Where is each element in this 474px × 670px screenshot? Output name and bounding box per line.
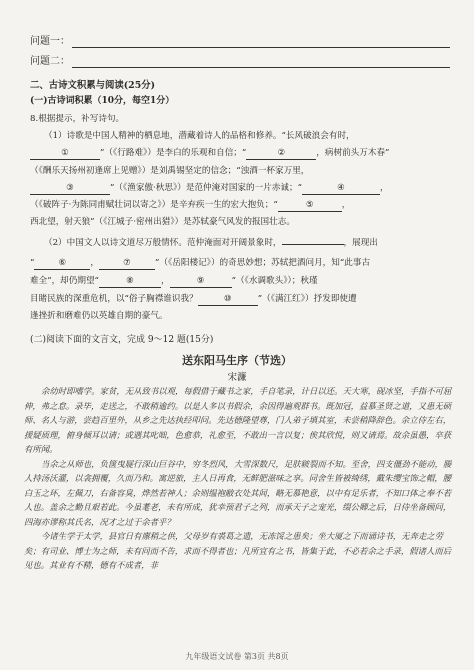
poem-para2-line3: 难全”，却仍期望“ ⑧ ， ⑨ ”（《水调歌头》）；秋瑾 <box>30 276 318 286</box>
essay-body <box>24 384 454 573</box>
blank-5[interactable]: ⑤ <box>278 200 342 212</box>
blank-7[interactable]: ⑦ <box>99 258 155 270</box>
poem-para1-line6: 西北望，射天狼”（《江城子·密州出猎》）是苏轼豪气风发的报国壮志。 <box>30 217 295 227</box>
answer-line[interactable] <box>72 57 450 68</box>
blank-6-placeholder[interactable] <box>282 244 344 245</box>
poem-para1-line1: （1）诗歌是中国人精神的栖息地，潜藏着诗人的品格和修养。“长风破浪会有时， <box>44 131 355 141</box>
poem-para2-line5: 逢挫折和磨难仍以英雄自期的豪气。 <box>30 311 168 321</box>
essay-paragraph: 今诸生学于太学，县官日有廪稍之供，父母岁有裘葛之遗，无冻馁之患矣；坐大厦之下而诵诗书，无奔走之劳矣；有司业、博士为之师，未有问而不告，求而不得者也；凡所宜有之书，皆集于此，不必若余之手录，假诸人而后见也。其业有不精，德有不成者，非 <box>24 531 452 570</box>
question-one-label: 问题一： <box>30 36 70 47</box>
blank-4[interactable]: ④ <box>302 183 380 195</box>
essay-author: 宋濂 <box>227 372 247 383</box>
poem-para1-line4: ③ ”（《渔家傲·秋思》）是范仲淹对国家的一片赤诚；“ ④ ， <box>30 183 389 195</box>
question-8-intro: 8.根据提示，补写诗句。 <box>30 114 125 124</box>
essay-paragraph: 当余之从师也，负箧曳屣行深山巨谷中，穷冬烈风，大雪深数尺，足肤皲裂而不知。至舍，四支僵劲不能动，媵人持汤沃灌，以衾拥覆，久而乃和。寓逆旅，主人日再食，无鲜肥滋味之享。同舍生皆被绮绣，戴朱缨宝饰之帽，腰白玉之环，左佩刀，右备容臭，烨然若神人；余则缊袍敝衣处其间，略无慕艳意，以中有足乐者，不知口体之奉不若人也。盖余之勤且艰若此。今虽耄老，未有所成，犹幸预君子之列，而承天子之宠光，缀公卿之后，日侍坐备顾问，四海亦谬称其氏名，况才之过于余者乎？ <box>24 458 452 527</box>
blank-8[interactable]: ⑧ <box>99 276 161 288</box>
essay-title: 送东阳马生序（节选） <box>182 354 292 367</box>
blank-2[interactable]: ② <box>246 148 316 160</box>
poem-para1-line5: （《破阵子·为陈同甫赋壮词以寄之》）是辛弃疾一生的宏大抱负；“ ⑤ ， <box>30 200 351 210</box>
question-two-label: 问题二： <box>30 56 70 67</box>
poem-para2-line1: （2）中国文人以诗文道尽万般情怀。范仲淹面对开阔景象时， ，展现出 <box>44 238 378 248</box>
blank-3[interactable]: ③ <box>30 183 110 195</box>
part-one-heading: (一)古诗词积累（10分，每空1分） <box>30 96 175 106</box>
blank-10[interactable]: ⑩ <box>198 294 258 306</box>
answer-line[interactable] <box>72 37 450 48</box>
essay-paragraph: 余幼时即嗜学。家贫，无从致书以观，每假借于藏书之家，手自笔录，计日以还。天大寒，砚冰坚，手指不可屈伸，弗之怠。录毕，走送之，不敢稍逾约。以是人多以书假余，余因得遍观群书。既加冠，益慕圣贤之道，又患无硕师、名人与游，尝趋百里外，从乡之先达执经叩问。先达德隆望尊，门人弟子填其室，未尝稍降辞色。余立侍左右，援疑质理，俯身倾耳以请；或遇其叱咄，色愈恭，礼愈至，不敢出一言以复；俟其欣悦，则又请焉。故余虽愚，卒获有所闻。 <box>24 386 452 454</box>
part-two-heading: (二)阅读下面的文言文，完成 9～12 题(15分) <box>30 335 214 345</box>
poem-para1-line3: （《酬乐天扬州初逢席上见赠》）是刘禹锡坚定的信念；“浊酒一杯家万里， <box>30 166 310 176</box>
poem-para1-line2: ① ”（《行路难》）是李白的乐观和自信；“ ② ，病树前头万木春” <box>30 148 389 160</box>
section-heading: 二、古诗文积累与阅读(25分) <box>30 80 156 91</box>
poem-para2-line4: 目睹民族的深重危机，以“俗子胸襟谁识我？ ⑩ ”（《满江红》）抒发即使遭 <box>30 294 357 304</box>
question-two-line <box>30 56 450 68</box>
blank-1[interactable]: ① <box>30 148 100 160</box>
blank-9[interactable]: ⑨ <box>170 276 232 288</box>
blank-6[interactable]: ⑥ <box>34 258 90 270</box>
page-footer: 九年级语文试卷 第3页 共8页 <box>185 652 289 661</box>
question-one-line <box>30 36 450 48</box>
poem-para2-line2: “ ⑥ ， ⑦ ”（《岳阳楼记》）的奇思妙想；苏轼把酒问月，知“此事古 <box>30 258 371 268</box>
